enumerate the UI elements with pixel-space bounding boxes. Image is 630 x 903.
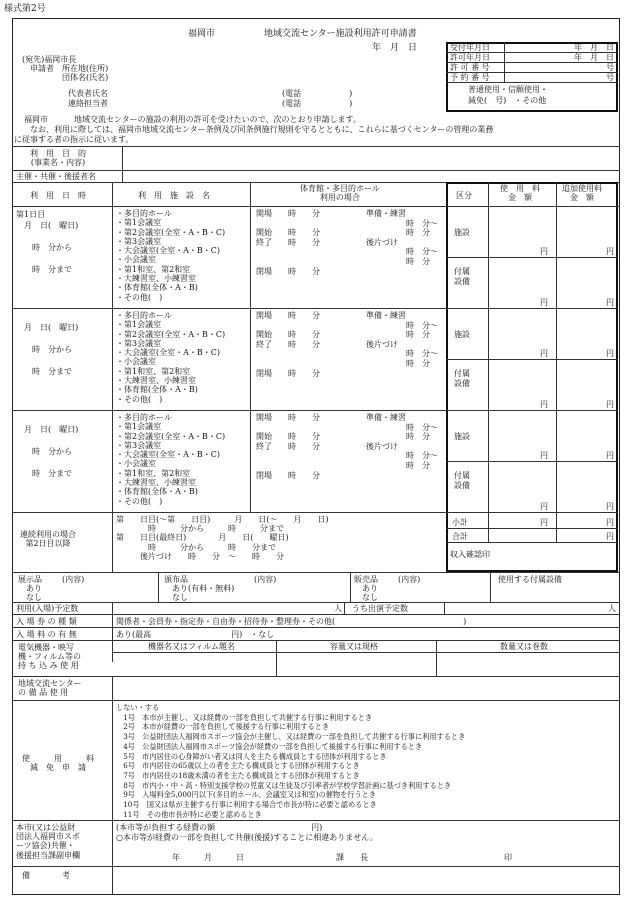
day-1-facility-fee-yen: 円 [540,247,548,256]
day-2-facility-fee-yen: 円 [540,349,548,358]
form-number: 様式第2号 [4,4,46,14]
day-1-equipment-fee-yen: 円 [540,298,548,307]
department-chief: 課 長 [336,853,368,862]
performer-unit: 人 [608,604,616,613]
electrical-col-quantity: 数量又は巻数 [500,642,548,651]
day-2-hall-times[interactable]: 開場 時 分 開始 時 分 終了 時 分 閉場 時 分 [256,311,320,378]
attendance-unit: 人 [334,604,342,613]
department-date[interactable]: 年 月 日 [172,853,244,862]
day-2-facility-fee-label: 施設 [454,330,470,339]
exhibit-content: (内容) [62,575,85,584]
sale-content: (内容) [398,575,421,584]
day-3-prep-times[interactable]: 準備・練習 時 分〜 時 分 後片づけ 時 分〜 時 分 [366,413,438,470]
intro-city: 福岡市 [24,115,48,124]
col-hall: 体育館・多目的ホール 利用の場合 [300,184,380,203]
organizer-label: 主催・共催・後援者名 [16,172,96,181]
day-1-facility-extra-yen: 円 [606,247,614,256]
title-city: 福岡市 [188,29,216,39]
department-cost-line[interactable]: (本市等が負担する経費の額 円) [116,823,323,832]
subtotal-label: 小計 [452,518,468,527]
applicant-label: 申請者 [30,64,54,73]
day-1-prep-times[interactable]: 準備・練習 時 分〜 時 分 後片づけ 時 分〜 時 分 [366,209,438,266]
entry-fee-options[interactable]: あり(最高 円) ・なし [116,630,275,639]
electrical-col-name: 機器名又はフィルム題名 [148,642,236,651]
office-row-value[interactable]: 号 [606,63,614,72]
entry-fee-label: 入 場 料 の 有 無 [16,630,77,639]
day-3-equipment-extra-yen: 円 [606,502,614,511]
subtotal-yen-fee: 円 [540,518,548,527]
col-extra-fee: 追加使用料 金 額 [562,184,602,203]
fee-box [446,182,618,572]
intro-line2: なお、利用に際しては、福岡市地域交流センター条例及び同条例施行規則を守るとともに、これらに基づくセンターの管理の業務 [30,125,494,134]
addressee: (宛先)福岡市長 [22,55,77,64]
representative-label: 代表者氏名 [68,89,108,98]
day-3-equipment-fee-yen: 円 [540,502,548,511]
exhibit-label[interactable]: 展示品 あり なし [18,575,42,603]
sale-label[interactable]: 販売品 あり なし [354,575,378,603]
day-1-equipment-fee-label: 付属 設備 [454,267,470,286]
receipt-stamp-label: 収入確認印 [450,550,490,559]
day-3-facility-options[interactable]: ・多目的ホール ・第1会議室 ・第2会議室(全室・A・B・C) ・第3会議室 ・大会議室(全室・A・B・C) ・小会議室 ・第1和室、第2和室 ・大練習室、小練習室 ・体育館(全体・A・B) ・その他( ) [116,413,226,506]
department-label: 本市(又は公益財 団法人福岡市スポ ーツ協会)共催・ 後援担当課副申欄 [16,823,80,860]
day-3-facility-fee-yen: 円 [540,451,548,460]
day-2-facility-extra-yen: 円 [606,349,614,358]
office-row-value[interactable]: 号 [606,73,614,82]
office-row-label: 受付年月日 [450,43,490,52]
day-3-hall-times[interactable]: 開場 時 分 開始 時 分 終了 時 分 閉場 時 分 [256,413,320,480]
office-row-value[interactable]: 年 月 日 [574,53,614,62]
day-3-facility-extra-yen: 円 [606,451,614,460]
center-equipment-label: 地域交流センター の 備 品 使 用 [18,679,82,698]
application-date[interactable]: 年 月 日 [372,43,418,53]
intro-line3: に従事する者の指示に従います。 [14,135,134,144]
contact-tel[interactable]: (電話 ) [282,99,353,108]
office-row-value[interactable]: 年 月 日 [574,43,614,52]
office-row-label: 許可年月日 [450,53,490,62]
day-1-datetime[interactable]: 第1日目 月 日( 曜日) 時 分から 時 分まで [16,210,79,274]
day-1-hall-times[interactable]: 開場 時 分 開始 時 分 終了 時 分 閉場 時 分 [256,209,320,276]
department-confirm-line: ○本市等が経費の一部を負担して共催(後援)することに相違ありません。 [116,833,378,842]
day-2-equipment-fee-yen: 円 [540,400,548,409]
day-1-facility-fee-label: 施設 [454,228,470,237]
office-row-label: 予 約 番 号 [450,73,490,82]
day-2-prep-times[interactable]: 準備・練習 時 分〜 時 分 後片づけ 時 分〜 時 分 [366,311,438,368]
continuous-text[interactable]: 第 日目(〜第 日目) 月 日(〜 月 日) 時 分から 時 分まで 第 日目(最終日) 月 日( 曜日) 時 分から 時 分まで 後片づけ 時 分 〜 時 分 [116,515,329,561]
distribute-label[interactable]: 頒布品 あり(有料・無料) なし [164,575,235,603]
total-yen: 円 [606,532,614,541]
col-datetime: 利 用 日 時 [30,191,86,200]
day-2-facility-options[interactable]: ・多目的ホール ・第1会議室 ・第2会議室(全室・A・B・C) ・第3会議室 ・大会議室(全室・A・B・C) ・小会議室 ・第1和室、第2和室 ・大練習室、小練習室 ・体育館(全体・A・B) ・その他( ) [116,311,226,404]
exemption-label: 使 用 料 減 免 申 請 [22,754,94,773]
subtotal-yen-extra: 円 [606,518,614,527]
form-title: 地域交流センター施設利用許可申請書 [264,29,417,39]
day-2-datetime[interactable]: 月 日( 曜日) 時 分から 時 分まで [23,323,79,376]
distribute-content: (内容) [254,575,277,584]
electrical-label: 電気機器・映写 機・フィルム等の 持 ち 込 み 使 用 [18,643,82,671]
rep-tel[interactable]: (電話 ) [282,89,353,98]
total-label: 合計 [452,532,468,541]
office-row-label: 許 可 番 号 [450,63,490,72]
day-3-equipment-fee-label: 付属 設備 [454,471,470,490]
col-category: 区分 [456,191,472,200]
applicant-address-label: 所在地(住所) [62,64,109,73]
remarks-label: 備 考 [22,871,70,880]
col-fee: 使 用 料 金 額 [500,184,540,203]
day-3-datetime[interactable]: 月 日( 曜日) 時 分から 時 分まで [23,425,79,478]
contact-person-label: 連絡担当者 [68,99,108,108]
continuous-label: 連続利用の場合 第2日目以降 [20,530,76,549]
exemption-options[interactable]: しない・する 1号 本市が主催し、又は経費の一部を負担して共催する行事に利用するとき 2号 本市が経費の一部を負担して後援する行事に利用するとき 3号 公益財団法人福岡市スポーツ協会が主催し、又は経費の一部を負担して共催する行事に利用するとき 4号 公益財団法人福岡市スポーツ協会が経費の一部を負担して後援する行事に利用するとき 5号 市内居住の心身障がい者又は同人を主たる構成員とする団体が利用するとき 6号 市内居住の65歳以上の者を主たる構成員とする団体が利用するとき 7号 市内居住の18歳未満の者を主たる構成員とする団体が利用するとき 8号 市内小・中・高・特別支援学校の児童又は生徒及び引率者が学校学習計画に基づき利用するとき 9号 入場料金5,000円以下(多目的ホール、会議室又は和室)の催物を行うとき 10号 国又は県が主催する行事に利用する場合で市長が特に必要と認めるとき 11号 その他市長が特に必要と認めるとき [116,703,466,819]
day-1-facility-options[interactable]: ・多目的ホール ・第1会議室 ・第2会議室(全室・A・B・C) ・第3会議室 ・大会議室(全室・A・B・C) ・小会議室 ・第1和室、第2和室 ・大練習室、小練習室 ・体育館(全体・A・B) ・その他( ) [116,209,226,302]
purpose-label: 利 用 目 的 (事業名・内容) [30,149,86,168]
ticket-type-options[interactable]: 関係者・会員券・指定券・自由券・招待券・整理券・その他( ) [116,617,467,626]
attendance-label: 利用(入場)予定数 [16,604,79,613]
equipment-used-label: 使用する付属設備 [498,575,562,584]
department-seal: 印 [504,853,512,862]
usage-type-line2: 減免( 号) ・その他 [468,96,547,105]
performer-count-label: うち出演予定数 [352,604,408,613]
day-2-equipment-extra-yen: 円 [606,400,614,409]
usage-type-line1: 普通使用・信願使用・ [468,85,548,94]
intro-line1: 地域交流センターの施設の利用の許可を受けたいので、次のとおり申請します。 [74,115,361,124]
day-2-equipment-fee-label: 付属 設備 [454,369,470,388]
ticket-type-label: 入 場 券 の 種 類 [16,617,77,626]
day-1-equipment-extra-yen: 円 [606,298,614,307]
day-3-facility-fee-label: 施設 [454,432,470,441]
applicant-org-label: 団体名(氏名) [62,73,109,82]
col-facility: 利 用 施 設 名 [138,191,210,200]
electrical-col-capacity: 容量又は規格 [330,642,378,651]
